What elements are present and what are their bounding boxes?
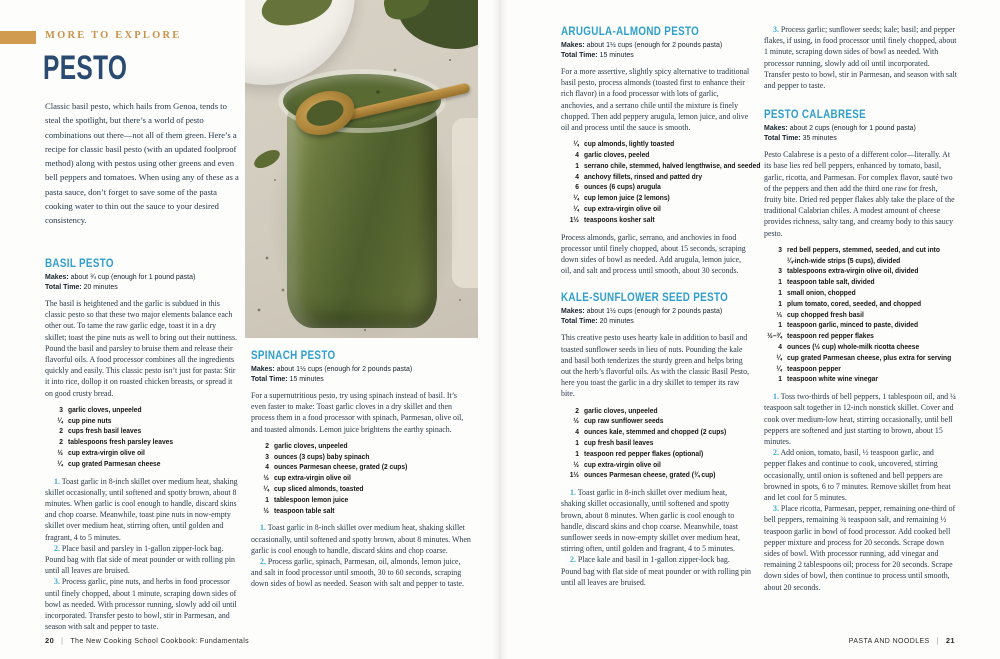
page-title: PESTO [43,49,128,87]
step-number: 2. [54,543,60,553]
step-text: Place kale and basil in 1-gallon zipper-lock bag. Pound bag with flat side of meat pounder or with rolling pin until all leaves are bruised. [561,555,752,587]
ingredient-item [561,416,751,427]
footer-chapter-title: PASTA AND NOODLES [848,638,930,645]
recipe-intro: Pesto Calabrese is a pesto of a different color—literally. At its base lies red bell peppers, enhanced by tomato, basil, garlic, ricotta, and Parmesan. For complex flavor, sauté two of the peppers and then add the third one raw for fresh, fruity bite. Dried red pepper flakes ably take the place of the traditional Calabrian chiles. A modest amount of cheese provides richness, salty tang, and creamy body to this saucy pesto. [764,150,955,238]
ingredient-text: teaspoon red pepper flakes (optional) [584,448,704,458]
page-number-left: 20 [45,636,55,645]
footer-book-title: The New Cooking School Cookbook: Fundamentals [70,638,250,645]
step-number: 1. [54,476,60,486]
step-text: Toast garlic in 8-inch skillet over medium heat, shaking skillet occasionally, until softened and spotty brown, about 8 minutes. When garlic is cool enough to handle, discard skins and chop coarse. Meanwhile, toast sunflower seeds in now-empty skillet over medium heat, stirring often, until golden and fragrant, 4 to 5 minutes. [561,488,740,554]
ingredient-item [561,438,751,449]
recipe-total-time [45,282,223,292]
ingredient-text: cup extra-virgin olive oil [584,459,661,469]
ingredient-qty: ¼ [573,193,579,203]
ingredient-qty: 1 [778,277,782,287]
ingredient-qty: ⅓ [776,309,782,319]
ingredient-qty: ½ [573,459,579,469]
ingredient-text: serrano chile, stemmed, halved lengthwise, and seeded [584,160,761,170]
makes-label: Makes: [764,123,788,133]
ingredient-item [764,266,957,277]
step-text: Toast garlic in 8-inch skillet over medium heat, shaking skillet occasionally, until softened and spotty brown, about 8 minutes. When garlic is cool enough to handle, discard skins and chop coarse. Meanwhile, toast pine nuts in now-empty skillet over medium heat, stirring often, until golden and fragrant, 4 to 5 minutes. [45,476,238,542]
ingredient-text: teaspoon white wine vinegar [787,374,878,384]
recipe-method: Process almonds, garlic, serrano, and anchovies in food processor until finely chopped, about 15 seconds, scraping down sides of bowl as needed. Add arugula, lemon juice, oil, and salt and process until smooth, about 30 seconds. [561,232,746,276]
ingredient-qty: ½–¾ [767,331,782,341]
step-number: 3. [773,25,779,34]
ingredient-text: ounces (3 cups) baby spinach [274,451,370,461]
ingredient-text: cup chopped fresh basil [787,309,864,319]
ingredient-text: teaspoon pepper [787,363,841,373]
ingredient-text: cup extra-virgin olive oil [68,448,145,458]
page-number-right: 21 [945,636,955,645]
time-label: Total Time: [251,374,288,383]
ingredient-qty: ¼ [57,415,63,425]
ingredient-item [561,470,751,481]
ingredient-item [561,182,751,193]
recipe-intro: For a supernutritious pesto, try using spinach instead of basil. It’s even faster to make: Toast garlic cloves in a dry skillet and then process them in a food processor with spinach, Parmesan, olive oil, and toasted almonds. Lemon juice brightens the earthy spinach. [251,391,464,434]
makes-label: Makes: [251,364,275,373]
ingredient-qty: 1½ [569,470,579,480]
ingredient-item [561,427,751,438]
ingredient-qty: 4 [575,171,579,181]
recipe-step [45,543,238,577]
ingredient-text: cup raw sunflower seeds [584,416,664,426]
recipe-makes [764,123,942,133]
step-text: Process garlic, pine nuts, and herbs in food processor until finely chopped, about 1 minute, scraping down sides of bowl as needed. With processor running, slowly add oil until incorporated. Transfer pesto to bowl, stir in Parmesan, and season with salt and pepper to taste. [45,577,237,632]
ingredient-item [764,353,957,364]
step-number: 1. [260,523,266,533]
ingredient-qty: 2 [59,437,63,447]
ingredient-text: teaspoon table salt, divided [787,277,875,287]
ingredient-text: anchovy fillets, rinsed and patted dry [584,171,703,181]
ingredient-item [45,426,238,437]
ingredient-qty: 6 [575,182,579,192]
ingredient-text: teaspoon garlic, minced to paste, divided [787,320,919,330]
ingredient-text: garlic cloves, unpeeled [584,405,658,415]
ingredient-item [561,160,761,172]
recipe-step [251,556,473,590]
ingredient-text: teaspoons kosher salt [584,214,655,224]
ingredient-text: garlic cloves, unpeeled [68,404,142,414]
ingredient-list [561,406,751,482]
ingredient-qty: ¼ [776,352,782,362]
recipe-title: ARUGULA-ALMOND PESTO [561,24,700,38]
ingredient-qty: 2 [59,426,63,436]
ingredient-list [561,139,761,225]
ingredient-qty: 4 [265,462,269,472]
recipe-meta [561,40,751,60]
step-text: Add onion, tomato, basil, ½ teaspoon garlic, and pepper flakes and continue to cook, uncovered, stirring occasionally, until onion is softened and bell peppers are browned in spots, 6 to 7 minutes. Remove skillet from heat and let cool for 5 minutes. [764,448,951,503]
ingredient-item [251,495,473,506]
ingredient-qty: 1 [778,320,782,330]
recipe-total-time [251,374,455,384]
ingredient-qty: ¼ [776,363,782,373]
step-number: 1. [773,392,779,402]
ingredient-qty: 4 [575,150,579,160]
ingredient-qty: ½ [263,473,269,483]
ingredient-item [764,256,957,267]
ingredient-item [45,459,238,470]
ingredient-item [251,484,473,495]
recipe-title: SPINACH PESTO [251,348,336,362]
ingredient-item [561,193,751,204]
ingredient-qty: 1½ [569,214,579,224]
ingredient-text: tablespoon lemon juice [274,494,349,504]
step-text: Process garlic, spinach, Parmesan, oil, almonds, lemon juice, and salt in food processor until smooth, 30 to 60 seconds, scraping down sides of bowl as needed. Season with salt and pepper to taste. [251,557,465,589]
ingredient-item [764,331,957,342]
step-list [764,391,957,593]
right-page-column-2 [764,24,957,593]
right-page-column-1 [561,24,761,588]
ingredient-text: red bell peppers, stemmed, seeded, and cut into [787,244,940,254]
recipe-intro: For a more assertive, slightly spicy alternative to traditional basil pesto, process almonds (toasted first to enhance their rich flavor) in a food processor with lots of garlic, anchovies, and a serrano chile until the mixture is finely chopped. Then add peppery arugula, lemon juice, and olive oil and process until the sauce is smooth. [561,67,750,133]
ingredient-qty: ½ [573,416,579,426]
ingredient-qty: 3 [778,266,782,276]
ingredient-text: cup lemon juice (2 lemons) [584,193,670,203]
ingredient-text: ounces Parmesan cheese, grated (2 cups) [274,462,408,472]
ingredient-item [764,288,957,299]
ingredient-qty: ¼ [263,484,269,493]
ingredient-text: cup extra-virgin olive oil [274,473,351,483]
ingredient-item [561,215,751,226]
recipe-makes [561,306,736,316]
ingredient-item [561,139,751,150]
recipe-intro: The basil is heightened and the garlic is subdued in this classic pesto so that these two major elements balance each other out. To tame the raw garlic edge, toast it in a dry skillet; toast the pine nuts as well to bring out their nuttiness. Pound the basil and parsley to bruise them and release their flavorful oils. A food processor combines all the ingredients quickly and easily. This classic pesto isn’t just for pasta: Stir it into rice, dollop it on roasted chicken breasts, or spread it on good crusty bread. [45,299,237,398]
ingredient-qty: 2 [265,440,269,450]
kicker-accent-bar [0,31,36,44]
time-value: 35 minutes [802,133,837,143]
ingredient-text: cup extra-virgin olive oil [584,204,661,213]
recipe-pesto-calabrese [764,107,957,593]
ingredient-qty: 1 [778,298,782,308]
ingredient-text: ounces (6 cups) arugula [584,182,661,192]
step-text: Place ricotta, Parmesan, pepper, remaining one-third of bell peppers, remaining ¾ teaspoon salt, and remaining ½ teaspoon garlic in bowl of food processor. Add cooked bell pepper mixture and process for 20 seconds. Scrape down sides of bowl. With processor running, add vinegar and remaining 2 tablespoons oil; process for 20 seconds. Scrape down sides of bowl, then continue to process until smooth, about 20 seconds. [764,504,956,592]
step-text: Process garlic; sunflower seeds; kale; basil; and pepper flakes, if using, in food processor until finely chopped, about 1 minute, scraping down sides of bowl as needed. With processor running, slowly add oil until incorporated. Transfer pesto to bowl, stir in Parmesan, and season with salt and pepper to taste. [764,25,958,91]
step-list [45,476,238,633]
time-value: 15 minutes [599,50,634,59]
ingredient-item [251,506,473,517]
ingredient-text: cup sliced almonds, toasted [274,484,364,493]
ingredient-text: ounces kale, stemmed and chopped (2 cups) [584,427,727,437]
ingredient-text: tablespoons fresh parsley leaves [68,437,174,447]
ingredient-text: ounces Parmesan cheese, grated (¾ cup) [584,470,716,480]
ingredient-item [764,364,957,375]
ingredient-text: ounces (½ cup) whole-milk ricotta cheese [787,342,920,352]
ingredient-item [561,204,751,215]
ingredient-text: cup almonds, lightly toasted [584,139,675,149]
recipe-step [764,391,957,447]
step-number: 3. [54,577,60,587]
ingredient-qty: ½ [57,448,63,458]
ingredient-qty: 3 [265,451,269,461]
makes-value: about 1½ cups (enough for 2 pounds pasta) [586,40,723,49]
ingredient-list [45,405,238,470]
ingredient-item [764,277,957,288]
ingredient-item [764,299,957,310]
ingredient-text: cup grated Parmesan cheese [68,458,161,468]
recipe-meta [764,123,957,143]
ingredient-text: plum tomato, cored, seeded, and chopped [787,298,922,308]
recipe-step [764,503,957,593]
ingredient-qty: 2 [575,405,579,415]
recipe-step [45,476,238,543]
recipe-makes [45,272,223,282]
recipe-step [561,487,751,554]
page-gutter [492,0,508,659]
time-value: 20 minutes [83,282,118,291]
step-list [561,487,751,588]
recipe-total-time [561,316,736,326]
time-value: 20 minutes [599,316,634,326]
step-list [251,522,473,589]
ingredient-text: cup fresh basil leaves [584,438,654,448]
footer-left [45,636,249,645]
ingredient-item [561,406,751,417]
ingredient-text: garlic cloves, unpeeled [274,440,348,450]
recipe-title: BASIL PESTO [45,256,114,270]
ingredient-item [561,449,751,460]
recipe-title: KALE-SUNFLOWER SEED PESTO [561,290,729,305]
recipe-total-time [561,50,736,60]
ingredient-item [251,462,473,473]
recipe-meta [251,364,473,384]
ingredient-qty: 1 [265,494,269,504]
makes-label: Makes: [45,272,69,281]
ingredient-qty: 3 [59,404,63,414]
ingredient-item [45,405,238,416]
ingredient-qty: ¼ [573,204,579,213]
ingredient-qty: 4 [575,427,579,437]
ingredient-item [764,342,957,353]
time-label: Total Time: [764,133,801,143]
ingredient-item [764,310,957,321]
recipe-intro: This creative pesto uses hearty kale in addition to basil and toasted sunflower seeds in lieu of nuts. Pounding the kale and basil both tenderizes the sturdy green and helps bring out the herb’s flavorful oils. As with the classic Basil Pesto, here you toast the garlic in a dry skillet to temper its raw bite. [561,333,750,399]
step-text: Toss two-thirds of bell peppers, 1 tablespoon oil, and ¼ teaspoon salt together in 12-inch nonstick skillet. Cover and cook over medium-low heat, stirring occasionally, until bell peppers are softened and just starting to brown, about 15 minutes. [764,392,956,447]
step-text: Place basil and parsley in 1-gallon zipper-lock bag. Pound bag with flat side of meat pounder or with rolling pin until all leaves are bruised. [45,543,236,576]
section-kicker: MORE TO EXPLORE [45,30,182,41]
recipe-step [45,576,238,632]
recipe-meta [561,306,751,326]
ingredient-item [45,416,238,427]
ingredient-qty: ¼ [57,458,63,468]
recipe-kale-sunflower-seed-pesto [561,290,751,588]
recipe-makes [251,364,455,374]
step-number: 2. [570,555,576,565]
ingredient-item [251,473,473,484]
ingredient-item [251,452,473,463]
ingredient-item [45,437,238,448]
ingredient-list [251,441,473,517]
ingredient-qty: 1 [575,160,579,170]
ingredient-text: small onion, chopped [787,288,856,298]
ingredient-item [561,150,751,161]
ingredient-qty: 1 [778,288,782,298]
makes-value: about 1½ cups (enough for 2 pounds pasta) [276,364,413,373]
makes-label: Makes: [561,306,585,316]
intro-paragraph: Classic basil pesto, which hails from Genoa, tends to steal the spotlight, but there’s a world of pesto combinations out there—not all of them green. Here’s a recipe for classic basil pesto (with an updated foolproof method) along with pestos using other greens and even bell peppers and tomatoes. When using any of these as a pasta sauce, don’t forget to save some of the pasta cooking water to thin out the sauce to your desired consistency. [45,101,239,226]
ingredient-qty: 1 [575,448,579,458]
recipe-step [251,522,473,556]
ingredient-text: teaspoon red pepper flakes [787,331,874,341]
footer-right [849,636,955,645]
ingredient-list [764,245,957,385]
ingredient-item [764,320,957,331]
ingredient-text: cup pine nuts [68,415,112,425]
ingredient-item [764,245,957,256]
ingredient-qty: ½ [263,505,269,515]
ingredient-qty: 1 [778,374,782,384]
recipe-step [764,447,957,503]
makes-value: about 1½ cups (enough for 2 pounds pasta) [586,306,723,316]
ingredient-qty: 4 [778,342,782,352]
step-number: 2. [260,557,266,566]
recipe-basil-pesto [45,256,238,632]
makes-value: about 2 cups (enough for 1 pound pasta) [789,123,916,133]
recipe-title: PESTO CALABRESE [764,107,867,122]
ingredient-item [764,374,957,385]
pesto-jar-photo [245,0,478,338]
ingredient-text: ¼-inch-wide strips (5 cups), divided [787,255,901,265]
recipe-arugula-almond-pesto [561,24,761,276]
ingredient-text: teaspoon table salt [274,505,335,515]
footer-separator: | [936,638,939,645]
ingredient-text: garlic cloves, peeled [584,150,650,160]
ingredient-text: cup grated Parmesan cheese, plus extra for serving [787,352,952,362]
kale-step-continuation [764,24,957,91]
ingredient-qty: ¼ [573,139,579,149]
recipe-meta [45,272,238,292]
step-number: 2. [773,448,779,458]
ingredient-item [561,172,751,183]
recipe-spinach-pesto [251,348,473,590]
recipe-total-time [764,133,942,143]
step-number: 1. [570,488,576,498]
ingredient-text: cups fresh basil leaves [68,426,142,436]
ingredient-text: tablespoons extra-virgin olive oil, divided [787,266,919,276]
step-text: Toast garlic in 8-inch skillet over medium heat, shaking skillet occasionally, until softened and spotty brown, about 8 minutes. When garlic is cool enough to handle, discard skins and chop coarse. [251,523,471,555]
ingredient-item [45,448,238,459]
recipe-makes [561,40,736,50]
ingredient-qty: 1 [575,438,579,448]
ingredient-qty: 3 [778,244,782,254]
footer-separator: | [61,638,64,645]
makes-label: Makes: [561,40,585,49]
time-label: Total Time: [45,282,82,291]
ingredient-item [251,441,473,452]
time-label: Total Time: [561,50,598,59]
time-value: 15 minutes [289,374,324,383]
makes-value: about ¾ cup (enough for 1 pound pasta) [70,272,196,281]
step-number: 3. [773,504,779,514]
time-label: Total Time: [561,316,598,326]
recipe-step [764,24,957,91]
recipe-step [561,554,751,588]
ingredient-item [561,460,751,471]
